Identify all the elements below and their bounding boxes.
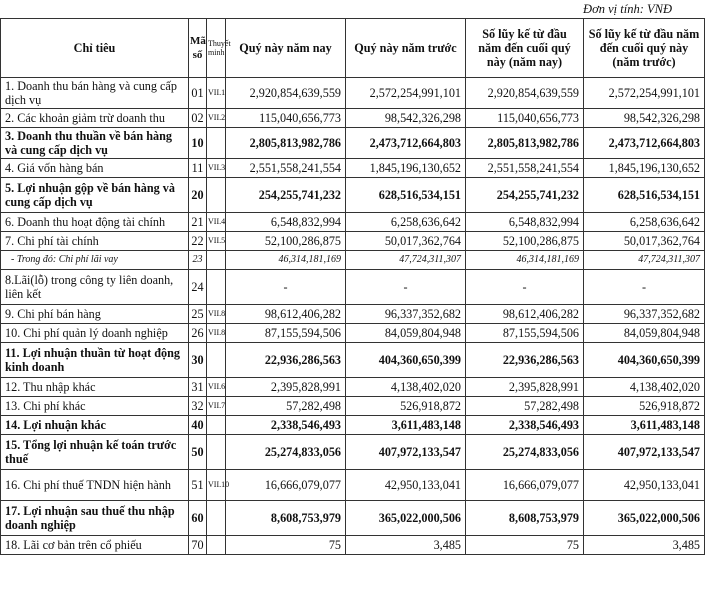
table-row [1,501,705,536]
row-luy-ke-nam-nay: 2,920,854,639,559 [466,78,584,109]
row-code: 51 [189,470,207,501]
unit-label: Đơn vị tính: VNĐ [583,2,672,16]
row-code: 01 [189,78,207,109]
row-luy-ke-nam-nay: 2,551,558,241,554 [466,159,584,178]
row-quy-nay-nam-truoc: 3,611,483,148 [346,416,466,435]
table-row [1,435,705,470]
header-luy-ke-nam-nay: Số lũy kế từ đầu năm đến cuối quý này (năm nay) [466,19,584,78]
row-quy-nay-nam-nay: 46,314,181,169 [226,251,346,270]
row-luy-ke-nam-nay: 87,155,594,506 [466,324,584,343]
row-code: 30 [189,343,207,378]
row-luy-ke-nam-truoc: 4,138,402,020 [584,378,705,397]
row-note [207,536,226,555]
row-note: VII.6 [207,378,226,397]
row-luy-ke-nam-nay: 2,395,828,991 [466,378,584,397]
row-note [207,178,226,213]
row-quy-nay-nam-nay: 22,936,286,563 [226,343,346,378]
row-name: 3. Doanh thu thuần về bán hàng và cung cấp dịch vụ [1,128,189,159]
header-quy-nay-nam-truoc: Quý này năm trước [346,19,466,78]
row-luy-ke-nam-nay: 98,612,406,282 [466,305,584,324]
row-code: 11 [189,159,207,178]
row-note: VII.5 [207,232,226,251]
row-code: 23 [189,251,207,270]
row-luy-ke-nam-truoc: - [584,270,705,305]
row-note: VII.4 [207,213,226,232]
row-code: 26 [189,324,207,343]
row-name: 11. Lợi nhuận thuần từ hoạt động kinh doanh [1,343,189,378]
row-luy-ke-nam-nay: 57,282,498 [466,397,584,416]
row-note [207,416,226,435]
row-code: 10 [189,128,207,159]
row-luy-ke-nam-truoc: 3,485 [584,536,705,555]
row-luy-ke-nam-truoc: 6,258,636,642 [584,213,705,232]
row-note: VII.2 [207,109,226,128]
row-name: 5. Lợi nhuận gộp về bán hàng và cung cấp dịch vụ [1,178,189,213]
row-quy-nay-nam-truoc: 42,950,133,041 [346,470,466,501]
row-code: 20 [189,178,207,213]
row-luy-ke-nam-nay: 16,666,079,077 [466,470,584,501]
row-quy-nay-nam-nay: 6,548,832,994 [226,213,346,232]
row-quy-nay-nam-truoc: 2,572,254,991,101 [346,78,466,109]
header-ma-so: Mã số [189,19,207,78]
header-chi-tieu: Chỉ tiêu [1,19,189,78]
row-code: 22 [189,232,207,251]
header-quy-nay-nam-nay: Quý này năm nay [226,19,346,78]
row-quy-nay-nam-truoc: 6,258,636,642 [346,213,466,232]
row-name: 4. Giá vốn hàng bán [1,159,189,178]
row-luy-ke-nam-truoc: 98,542,326,298 [584,109,705,128]
row-code: 50 [189,435,207,470]
row-luy-ke-nam-truoc: 2,473,712,664,803 [584,128,705,159]
table-row [1,324,705,343]
row-quy-nay-nam-nay: 52,100,286,875 [226,232,346,251]
row-code: 25 [189,305,207,324]
row-luy-ke-nam-nay: 254,255,741,232 [466,178,584,213]
row-name: 15. Tổng lợi nhuận kế toán trước thuế [1,435,189,470]
row-quy-nay-nam-nay: 254,255,741,232 [226,178,346,213]
row-quy-nay-nam-nay: 98,612,406,282 [226,305,346,324]
table-row [1,232,705,251]
row-quy-nay-nam-truoc: 628,516,534,151 [346,178,466,213]
row-quy-nay-nam-truoc: 1,845,196,130,652 [346,159,466,178]
row-quy-nay-nam-nay: 2,920,854,639,559 [226,78,346,109]
row-luy-ke-nam-truoc: 50,017,362,764 [584,232,705,251]
row-note: VII.7 [207,397,226,416]
row-code: 70 [189,536,207,555]
row-luy-ke-nam-nay: 52,100,286,875 [466,232,584,251]
row-code: 60 [189,501,207,536]
row-name: 9. Chi phí bán hàng [1,305,189,324]
row-quy-nay-nam-nay: 87,155,594,506 [226,324,346,343]
row-name: 16. Chi phí thuế TNDN hiện hành [1,470,189,501]
row-note: VII.10 [207,470,226,501]
row-note [207,501,226,536]
row-name: 18. Lãi cơ bản trên cổ phiếu [1,536,189,555]
row-code: 32 [189,397,207,416]
row-quy-nay-nam-truoc: - [346,270,466,305]
table-row [1,159,705,178]
table-row [1,305,705,324]
row-luy-ke-nam-nay: 22,936,286,563 [466,343,584,378]
row-code: 24 [189,270,207,305]
table-row [1,536,705,555]
row-quy-nay-nam-truoc: 3,485 [346,536,466,555]
row-quy-nay-nam-truoc: 365,022,000,506 [346,501,466,536]
row-quy-nay-nam-truoc: 84,059,804,948 [346,324,466,343]
row-note [207,251,226,270]
table-row [1,178,705,213]
row-quy-nay-nam-truoc: 4,138,402,020 [346,378,466,397]
row-quy-nay-nam-truoc: 47,724,311,307 [346,251,466,270]
row-quy-nay-nam-truoc: 404,360,650,399 [346,343,466,378]
row-luy-ke-nam-truoc: 526,918,872 [584,397,705,416]
row-name: 1. Doanh thu bán hàng và cung cấp dịch vụ [1,78,189,109]
row-luy-ke-nam-nay: 46,314,181,169 [466,251,584,270]
row-name: 14. Lợi nhuận khác [1,416,189,435]
row-name: - Trong đó: Chi phí lãi vay [1,251,189,270]
row-luy-ke-nam-nay: - [466,270,584,305]
table-row [1,109,705,128]
row-luy-ke-nam-truoc: 407,972,133,547 [584,435,705,470]
table-row [1,397,705,416]
row-code: 31 [189,378,207,397]
table-row [1,128,705,159]
table-row [1,378,705,397]
row-note: VII.8 [207,324,226,343]
row-note [207,435,226,470]
row-quy-nay-nam-nay: 57,282,498 [226,397,346,416]
row-name: 10. Chi phí quản lý doanh nghiệp [1,324,189,343]
row-note [207,343,226,378]
row-note [207,270,226,305]
row-code: 40 [189,416,207,435]
row-luy-ke-nam-nay: 8,608,753,979 [466,501,584,536]
row-quy-nay-nam-nay: 2,551,558,241,554 [226,159,346,178]
row-quy-nay-nam-truoc: 50,017,362,764 [346,232,466,251]
row-luy-ke-nam-truoc: 42,950,133,041 [584,470,705,501]
row-quy-nay-nam-nay: 8,608,753,979 [226,501,346,536]
row-quy-nay-nam-truoc: 526,918,872 [346,397,466,416]
row-luy-ke-nam-truoc: 1,845,196,130,652 [584,159,705,178]
row-code: 02 [189,109,207,128]
income-statement-table [0,18,705,555]
row-note: VII.1 [207,78,226,109]
table-row [1,343,705,378]
row-luy-ke-nam-nay: 75 [466,536,584,555]
row-name: 6. Doanh thu hoạt động tài chính [1,213,189,232]
row-name: 7. Chi phí tài chính [1,232,189,251]
row-quy-nay-nam-truoc: 98,542,326,298 [346,109,466,128]
row-quy-nay-nam-nay: 2,338,546,493 [226,416,346,435]
row-luy-ke-nam-nay: 2,805,813,982,786 [466,128,584,159]
row-name: 2. Các khoản giảm trừ doanh thu [1,109,189,128]
row-quy-nay-nam-nay: 25,274,833,056 [226,435,346,470]
row-quy-nay-nam-nay: 75 [226,536,346,555]
row-note [207,128,226,159]
table-row [1,270,705,305]
header-luy-ke-nam-truoc: Số lũy kế từ đầu năm đến cuối quý này (năm trước) [584,19,705,78]
row-luy-ke-nam-truoc: 3,611,483,148 [584,416,705,435]
row-luy-ke-nam-truoc: 47,724,311,307 [584,251,705,270]
row-note: VII.3 [207,159,226,178]
row-quy-nay-nam-nay: 16,666,079,077 [226,470,346,501]
row-quy-nay-nam-nay: 2,395,828,991 [226,378,346,397]
row-name: 12. Thu nhập khác [1,378,189,397]
row-quy-nay-nam-nay: 2,805,813,982,786 [226,128,346,159]
row-quy-nay-nam-nay: - [226,270,346,305]
table-row [1,470,705,501]
row-luy-ke-nam-nay: 115,040,656,773 [466,109,584,128]
row-quy-nay-nam-truoc: 2,473,712,664,803 [346,128,466,159]
table-row [1,416,705,435]
row-luy-ke-nam-truoc: 84,059,804,948 [584,324,705,343]
row-luy-ke-nam-truoc: 628,516,534,151 [584,178,705,213]
row-quy-nay-nam-truoc: 96,337,352,682 [346,305,466,324]
row-note: VII.8 [207,305,226,324]
row-luy-ke-nam-truoc: 2,572,254,991,101 [584,78,705,109]
row-name: 13. Chi phí khác [1,397,189,416]
row-name: 8.Lãi(lỗ) trong công ty liên doanh, liên kết [1,270,189,305]
row-luy-ke-nam-nay: 25,274,833,056 [466,435,584,470]
header-row [1,19,705,78]
row-code: 21 [189,213,207,232]
row-luy-ke-nam-truoc: 96,337,352,682 [584,305,705,324]
row-luy-ke-nam-nay: 2,338,546,493 [466,416,584,435]
row-name: 17. Lợi nhuận sau thuế thu nhập doanh nghiệp [1,501,189,536]
row-luy-ke-nam-truoc: 404,360,650,399 [584,343,705,378]
row-luy-ke-nam-truoc: 365,022,000,506 [584,501,705,536]
table-row [1,78,705,109]
header-thuyet-minh: Thuyết minh [207,19,226,78]
table-row [1,213,705,232]
row-luy-ke-nam-nay: 6,548,832,994 [466,213,584,232]
row-quy-nay-nam-nay: 115,040,656,773 [226,109,346,128]
table-row [1,251,705,270]
row-quy-nay-nam-truoc: 407,972,133,547 [346,435,466,470]
